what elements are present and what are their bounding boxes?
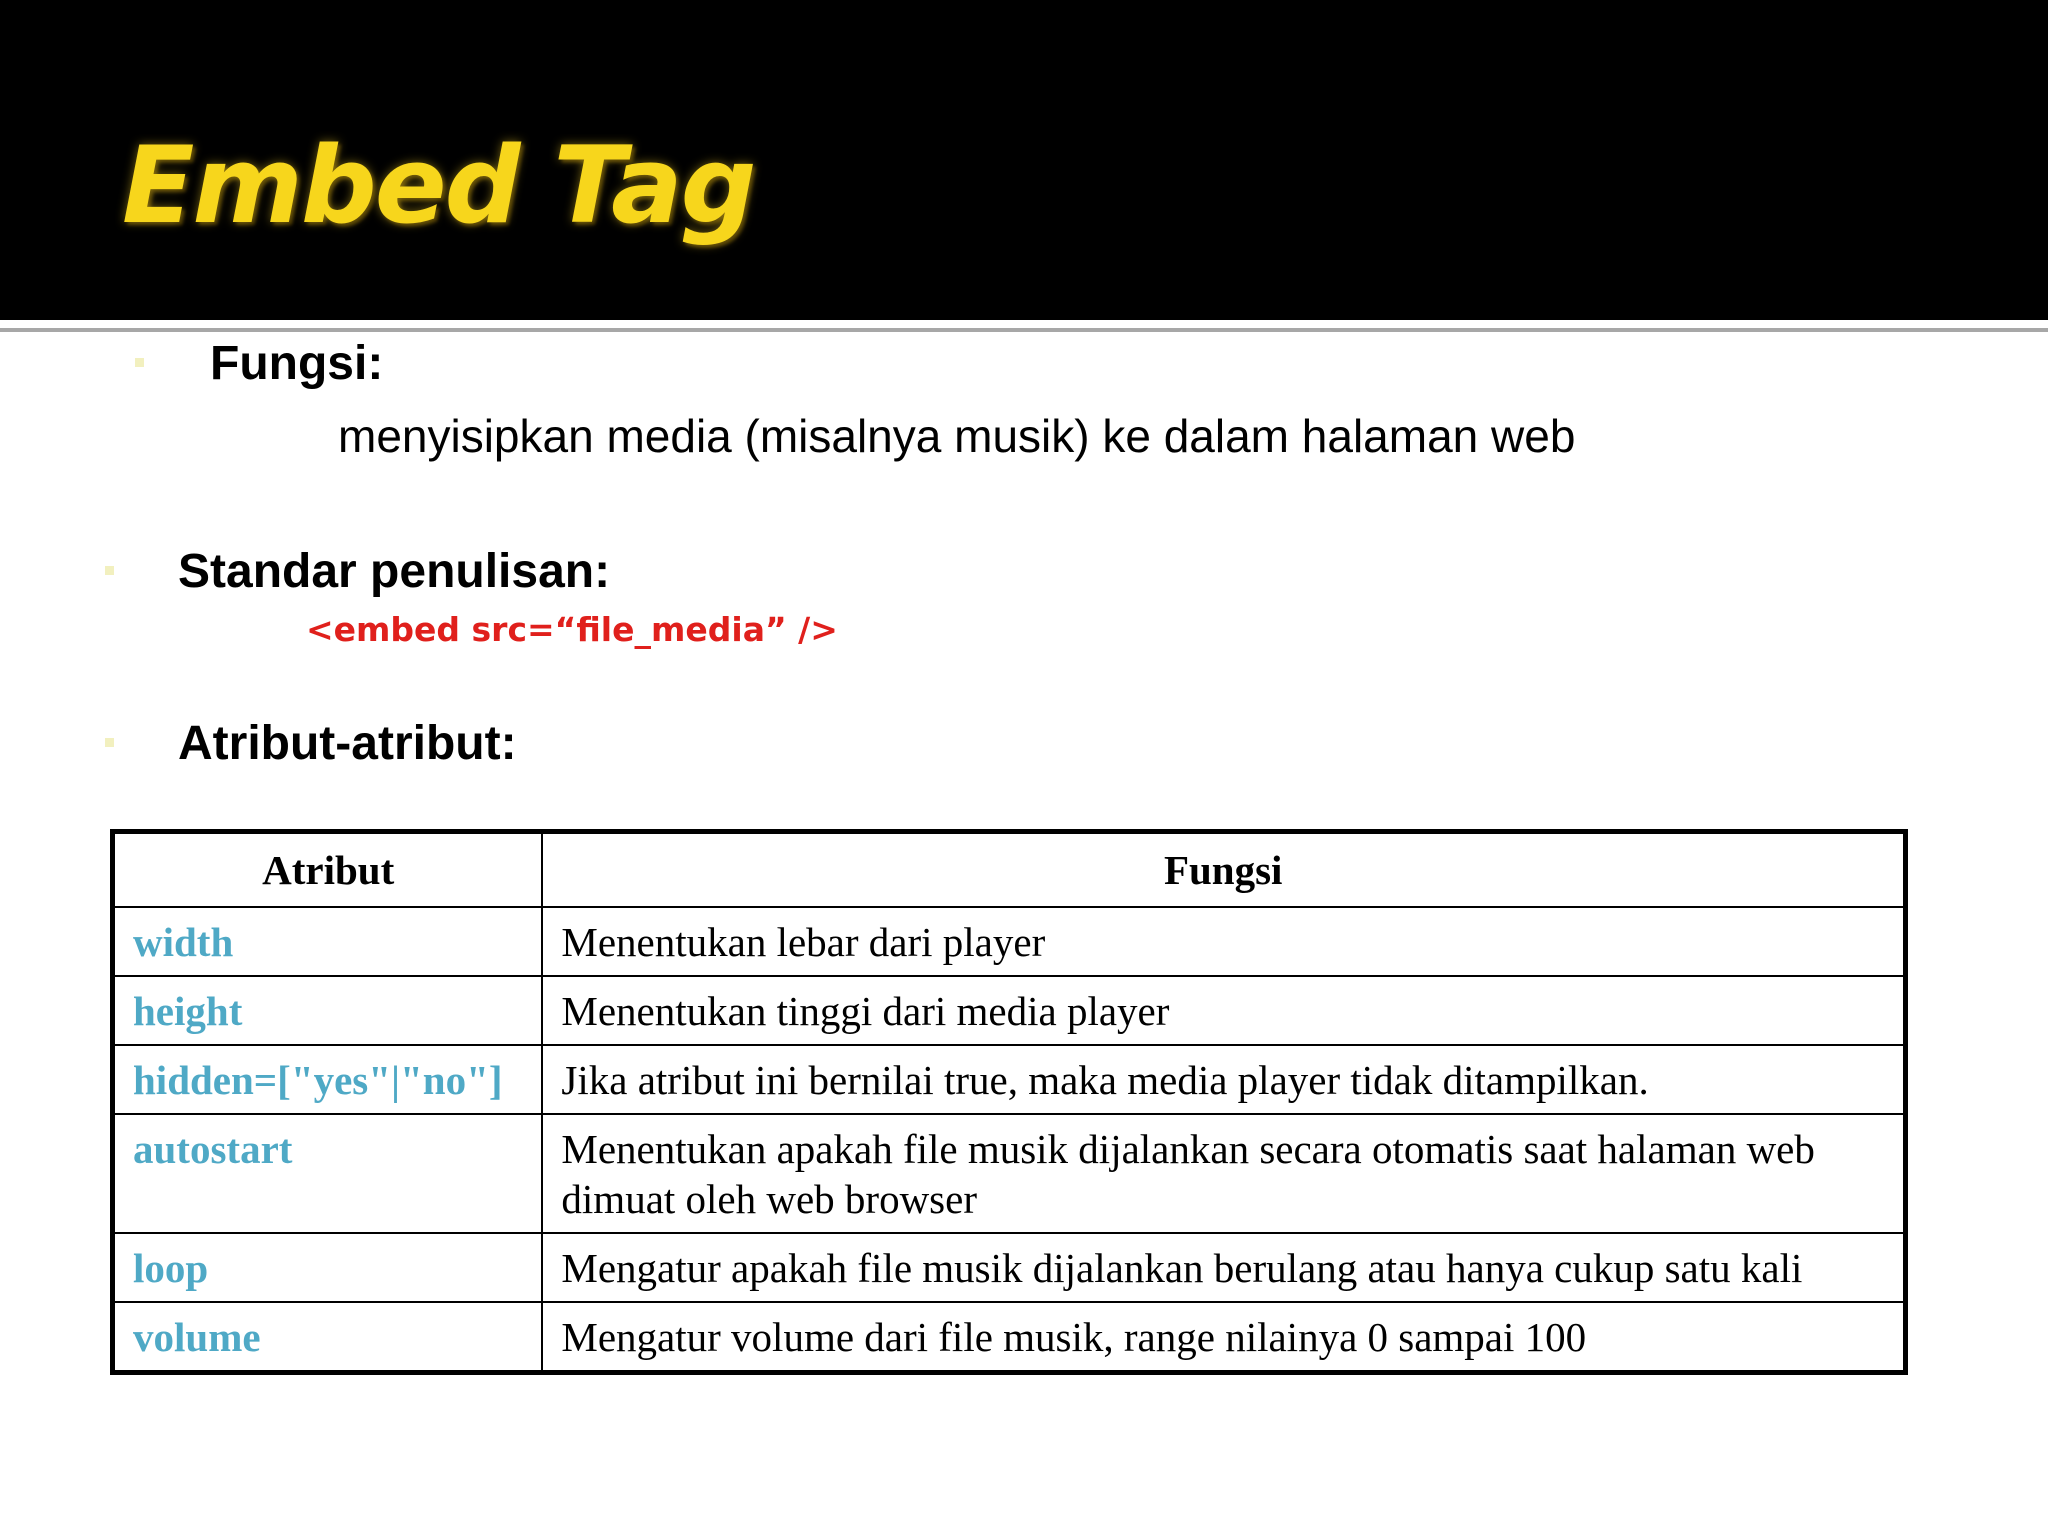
title-divider [0, 328, 2048, 332]
attribute-name: volume [113, 1302, 543, 1373]
attribute-name: hidden=["yes"|"no"] [113, 1045, 543, 1114]
bullet-icon [105, 738, 114, 747]
table-row [113, 976, 1906, 1045]
attribute-description: Mengatur apakah file musik dijalankan berulang atau hanya cukup satu kali [542, 1233, 1905, 1302]
table-header-row [113, 832, 1906, 908]
column-header-atribut: Atribut [113, 832, 543, 908]
attribute-description: Menentukan lebar dari player [542, 907, 1905, 976]
attribute-name: width [113, 907, 543, 976]
title-divider-light [0, 320, 2048, 328]
fungsi-text: menyisipkan media (misalnya musik) ke dalam halaman web [338, 410, 1576, 462]
column-header-fungsi: Fungsi [542, 832, 1905, 908]
table-row [113, 1114, 1906, 1233]
slide-title: Embed Tag [122, 124, 755, 247]
attribute-table [110, 829, 1908, 1375]
attribute-name: loop [113, 1233, 543, 1302]
fungsi-heading: Fungsi: [210, 337, 384, 390]
bullet-icon [105, 566, 114, 575]
attribute-name: height [113, 976, 543, 1045]
bullet-icon [135, 358, 144, 367]
standar-heading: Standar penulisan: [178, 545, 611, 598]
table-row [113, 1045, 1906, 1114]
attribute-description: Menentukan tinggi dari media player [542, 976, 1905, 1045]
attribute-description: Jika atribut ini bernilai true, maka media player tidak ditampilkan. [542, 1045, 1905, 1114]
table-row [113, 1233, 1906, 1302]
atribut-heading: Atribut-atribut: [178, 717, 517, 770]
table-row [113, 907, 1906, 976]
title-bar [0, 0, 2048, 320]
embed-syntax-code: <embed src=“file_media” /> [306, 610, 838, 649]
attribute-description: Mengatur volume dari file musik, range nilainya 0 sampai 100 [542, 1302, 1905, 1373]
attribute-description: Menentukan apakah file musik dijalankan secara otomatis saat halaman web dimuat oleh web browser [542, 1114, 1905, 1233]
table-row [113, 1302, 1906, 1373]
attribute-name: autostart [113, 1114, 543, 1233]
